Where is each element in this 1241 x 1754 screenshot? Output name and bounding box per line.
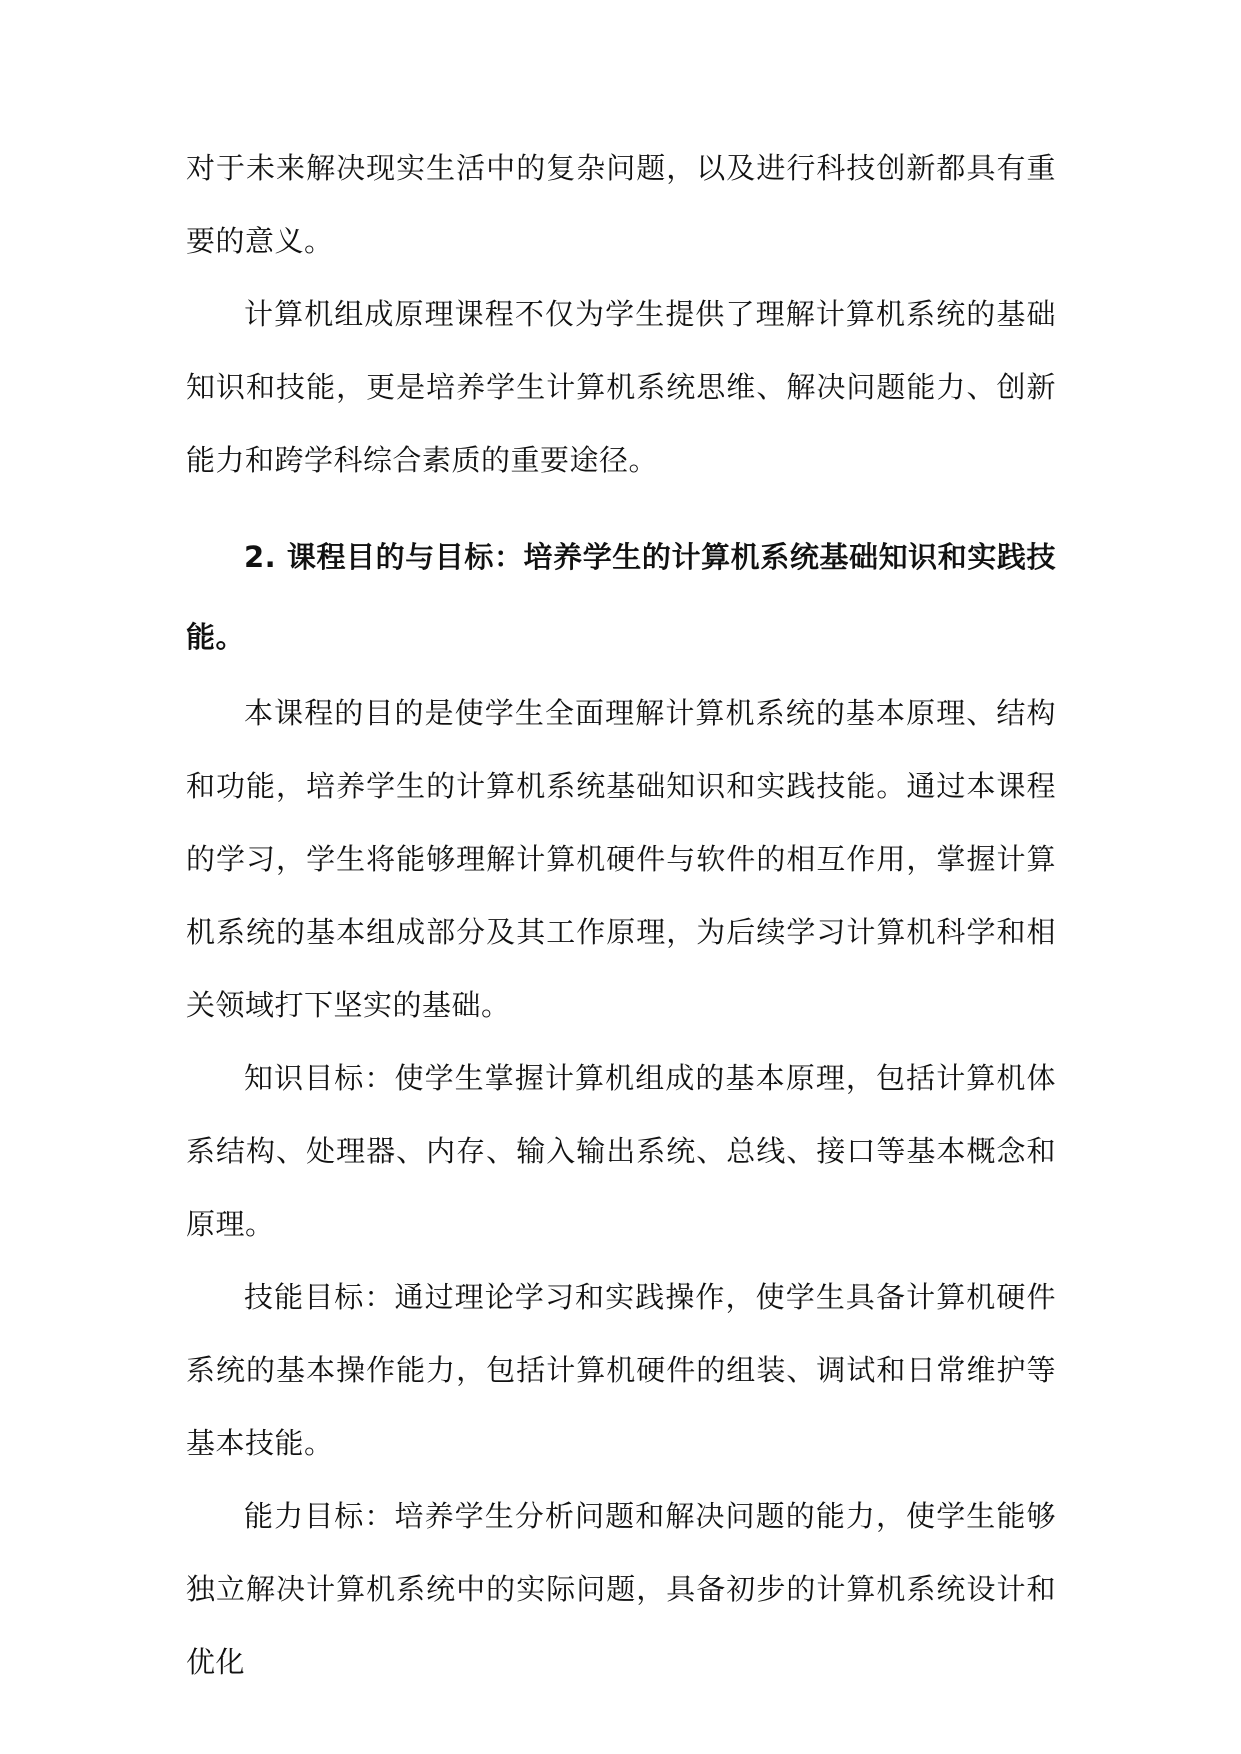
document-body	[186, 132, 1056, 1699]
paragraph-course-purpose: 本课程的目的是使学生全面理解计算机系统的基本原理、结构和功能，培养学生的计算机系统基础知识和实践技能。通过本课程的学习，学生将能够理解计算机硬件与软件的相互作用，掌握计算机系统的基本组成部分及其工作原理，为后续学习计算机科学和相关领域打下坚实的基础。	[186, 696, 1056, 1022]
paragraph-course-significance: 计算机组成原理课程不仅为学生提供了理解计算机系统的基础知识和技能，更是培养学生计算机系统思维、解决问题能力、创新能力和跨学科综合素质的重要途径。	[186, 297, 1056, 477]
section-heading: 2. 课程目的与目标：培养学生的计算机系统基础知识和实践技能。	[186, 540, 1056, 654]
paragraph-ability-goal: 能力目标：培养学生分析问题和解决问题的能力，使学生能够独立解决计算机系统中的实际问题，具备初步的计算机系统设计和优化	[186, 1499, 1056, 1679]
section-spacer	[186, 497, 1056, 517]
paragraph-knowledge-goal: 知识目标：使学生掌握计算机组成的基本原理，包括计算机体系结构、处理器、内存、输入输出系统、总线、接口等基本概念和原理。	[186, 1061, 1056, 1241]
paragraph-continuation: 对于未来解决现实生活中的复杂问题，以及进行科技创新都具有重要的意义。	[186, 151, 1056, 258]
paragraph-skill-goal: 技能目标：通过理论学习和实践操作，使学生具备计算机硬件系统的基本操作能力，包括计算机硬件的组装、调试和日常维护等基本技能。	[186, 1280, 1056, 1460]
